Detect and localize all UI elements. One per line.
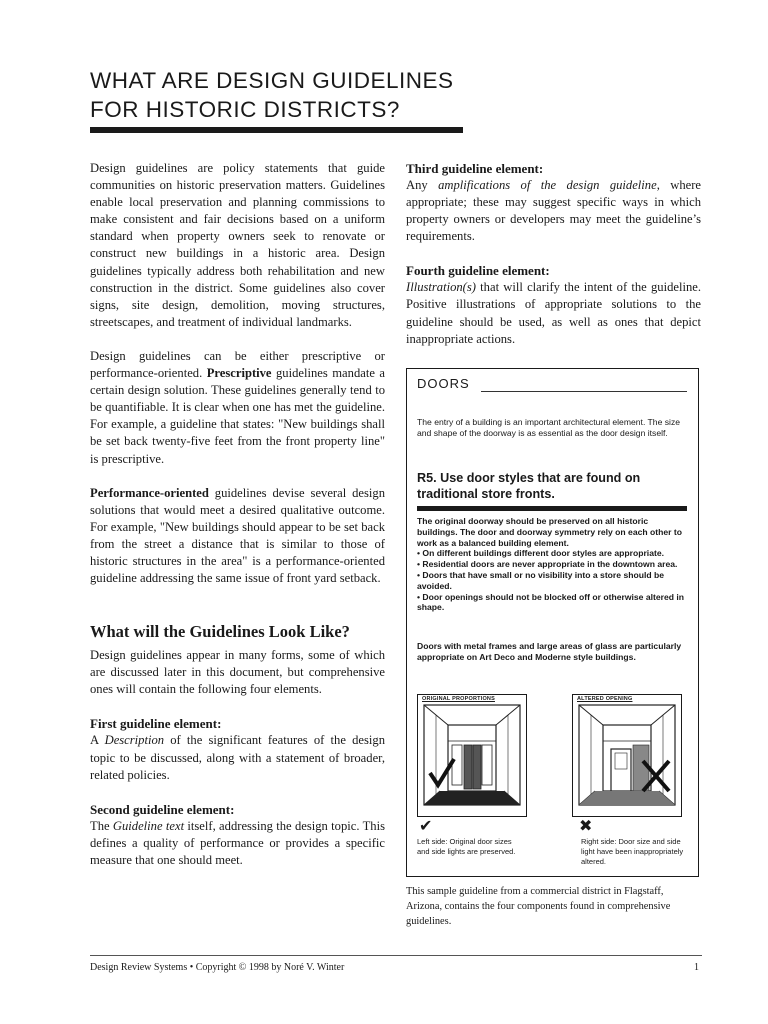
first-element-heading: First guideline element: — [90, 716, 222, 732]
figure-title: DOORS — [417, 376, 470, 391]
second-element-text — [90, 818, 385, 869]
first-element-block — [90, 715, 385, 783]
storefront-door-drawing — [418, 695, 526, 816]
figure-title-rule — [481, 391, 687, 392]
fourth-element-term: Illustration(s) — [406, 280, 476, 295]
footer-copyright: Design Review Systems • Copyright © 1998 by Noré V. Winter — [90, 962, 345, 973]
figure-bullet: • Residential doors are never appropriate in the downtown area. — [417, 559, 678, 570]
altered-door-drawing — [573, 695, 681, 816]
right-column — [406, 160, 701, 348]
third-element-rest: , where appropriate; these may suggest specific ways in which property owners or developers may meet the guideline’s requirements. — [406, 178, 701, 244]
figure-guideline-rule — [417, 506, 687, 511]
third-element-block — [406, 160, 701, 245]
figure-intro: The entry of a building is an important architectural element. The size and shape of the doorway is as essential as the door design itself. — [417, 417, 681, 438]
figure-caption: This sample guideline from a commercial district in Flagstaff, Arizona, contains the four components found in comprehensive guidelines. — [406, 886, 671, 927]
figure-body-text: The original doorway should be preserved on all historic buildings. The door and doorway symmetry rely on each other to work as a balanced building element. — [417, 516, 683, 548]
right-side-caption: Right side: Door size and side light have been inappropriately altered. — [581, 837, 684, 866]
third-element-heading: Third guideline element: — [406, 161, 544, 176]
second-element-block — [90, 801, 385, 869]
prescriptive-text: guidelines mandate a certain design solution. These guidelines generally tend to be quantifiable. It is clear when one has met the guideline. For example, a guideline that states: "New buildings shall be set back twenty-five feet from the front property line" is prescriptive. — [90, 366, 385, 466]
third-element-text — [406, 177, 701, 245]
first-element-rest: of the significant features of the design topic to be discussed, along with a statement of broader, related policies. — [90, 733, 385, 782]
check-icon: ✔ — [419, 818, 433, 835]
third-element-lead: Any — [406, 178, 439, 192]
original-door-label: ORIGINAL PROPORTIONS — [422, 696, 495, 702]
prescriptive-lead: Design guidelines can be either prescriptive or performance-oriented. — [90, 348, 385, 381]
performance-text: guidelines devise several design solutions that would meet a desired qualitative outcome. For example, "New buildings should appear to be set back from the street a distance that is similar to those of historic structures in the area" is a performance-oriented guideline addressing the same issue of front yard setback. — [90, 485, 385, 586]
performance-term: Performance-oriented — [90, 485, 209, 500]
performance-paragraph — [90, 485, 385, 588]
prescriptive-term: Prescriptive — [206, 366, 272, 381]
intro-paragraph: Design guidelines are policy statements that guide communities on historic preservation matters. Guidelines enable local preservation and planning commissions to make consistent and fair decisions based on a uniform standard when property owners seek to renovate or construct new buildings in a historic area. Design guidelines typically address both rehabilitation and new construction in the district. Some guidelines also cover signs, site design, demolition, moving structures, streetscapes, and treatment of individual landmarks. — [90, 161, 385, 329]
figure-bullet: • On different buildings different door styles are appropriate. — [417, 548, 665, 559]
original-door-illustration — [417, 694, 527, 817]
page-title-line-1: WHAT ARE DESIGN GUIDELINES — [90, 68, 454, 93]
section-heading: What will the Guidelines Look Like? — [90, 622, 350, 642]
second-element-term: Guideline text — [112, 818, 185, 833]
fourth-element-block — [406, 262, 701, 347]
figure-bullet: • Doors that have small or no visibility into a store should be avoided. — [417, 569, 665, 591]
title-divider — [90, 127, 463, 133]
figure-guideline-r5: R5. Use door styles that are found on traditional store fronts. — [417, 471, 641, 501]
footer-divider — [90, 955, 702, 956]
second-element-heading: Second guideline element: — [90, 801, 235, 817]
prescriptive-paragraph — [90, 348, 385, 468]
page-number: 1 — [694, 962, 699, 973]
page-title — [90, 66, 510, 124]
fourth-element-rest: that will clarify the intent of the guideline. Positive illustrations of appropriate solutions to the guideline should be used, as well as ones that depict inappropriate actions. — [406, 280, 701, 346]
figure-body — [417, 516, 689, 613]
figure-note: Doors with metal frames and large areas of glass are particularly appropriate on Art Deco and Moderne style buildings. — [417, 641, 682, 662]
altered-door-label: ALTERED OPENING — [577, 696, 633, 702]
second-element-rest: itself, addressing the design topic. This defines a quality of performance or provides a specific measure that one should meet. — [90, 818, 385, 867]
fourth-element-text — [406, 279, 701, 347]
left-column — [90, 160, 385, 869]
first-element-text — [90, 732, 385, 783]
first-element-term: Description — [104, 733, 165, 748]
altered-door-illustration — [572, 694, 682, 817]
figure-bullet: • Door openings should not be blocked off or otherwise altered in shape. — [417, 591, 685, 613]
second-element-lead: The — [90, 818, 113, 833]
doors-guideline-figure — [406, 368, 699, 877]
page-title-line-2: FOR HISTORIC DISTRICTS? — [90, 97, 400, 122]
cross-icon: ✖ — [579, 818, 593, 835]
forms-paragraph: Design guidelines appear in many forms, some of which are discussed later in this document, but comprehensive ones will contain the following four elements. — [90, 648, 385, 697]
third-element-term: amplifications of the design guideline — [438, 178, 657, 192]
left-side-caption: Left side: Original door sizes and side lights are preserved. — [417, 837, 516, 856]
first-element-lead: A — [90, 733, 105, 748]
fourth-element-heading: Fourth guideline element: — [406, 263, 550, 279]
